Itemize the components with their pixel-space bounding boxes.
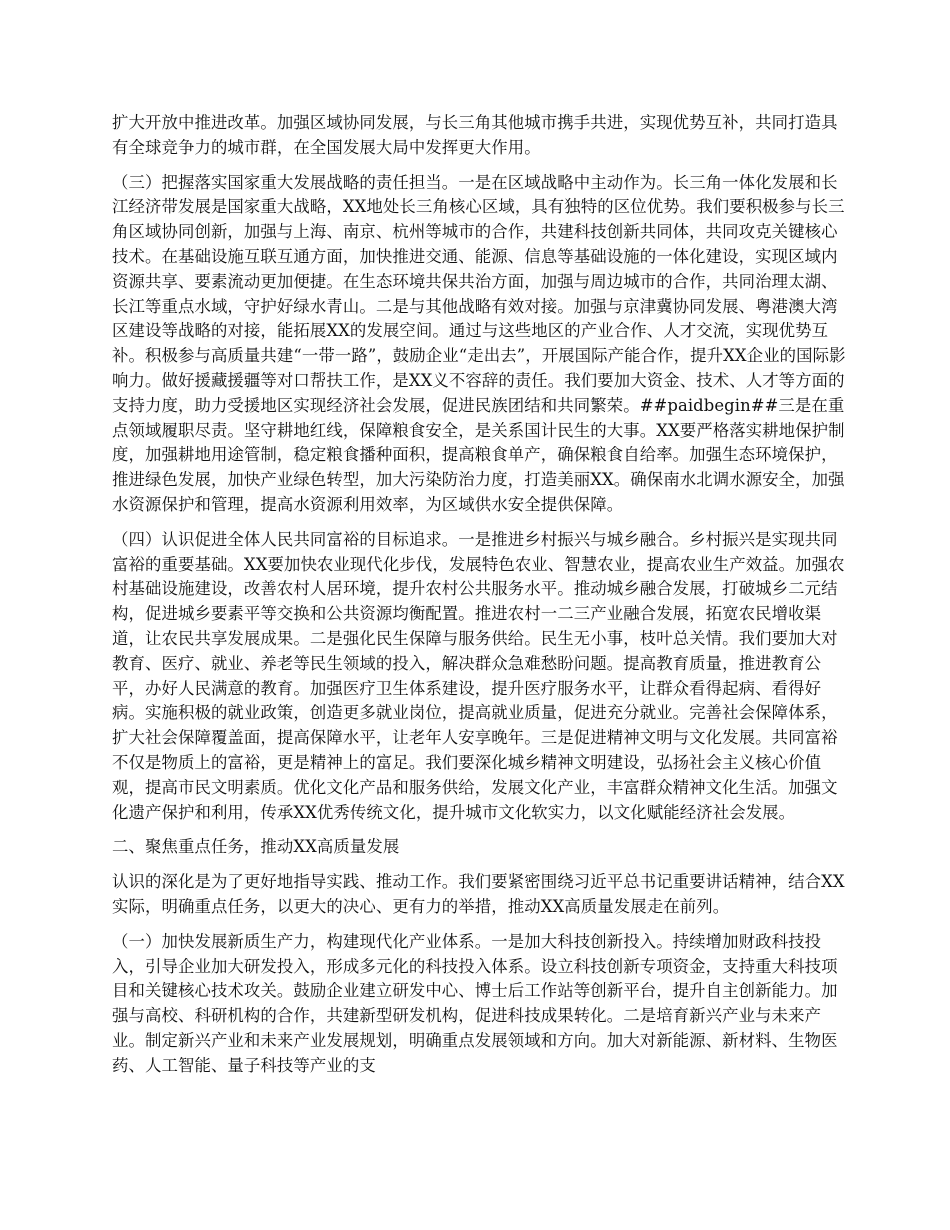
document-page	[112, 111, 852, 1088]
paragraph-section-three: （三）把握落实国家重大发展战略的责任担当。一是在区域战略中主动作为。长三角一体化发展和长江经济带发展是国家重大战略，XX地处长三角核心区域，具有独特的区位优势。我们要积极参与长三角区域协同创新，加强与上海、南京、杭州等城市的合作，共建科技创新共同体，共同攻克关键核心技术。在基础设施互联互通方面，加快推进交通、能源、信息等基础设施的一体化建设，实现区域内资源共享、要素流动更加便捷。在生态环境共保共治方面，加强与周边城市的合作，共同治理太湖、长江等重点水域，守护好绿水青山。二是与其他战略有效对接。加强与京津冀协同发展、粤港澳大湾区建设等战略的对接，能拓展XX的发展空间。通过与这些地区的产业合作、人才交流，实现优势互补。积极参与高质量共建“一带一路”，鼓励企业“走出去”，开展国际产能合作，提升XX企业的国际影响力。做好援藏援疆等对口帮扶工作，是XX义不容辞的责任。我们要加大资金、技术、人才等方面的支持力度，助力受援地区实现经济社会发展，促进民族团结和共同繁荣。##paidbegin##三是在重点领域履职尽责。坚守耕地红线，保障粮食安全，是关系国计民生的大事。XX要严格落实耕地保护制度，加强耕地用途管制，稳定粮食播种面积，提高粮食单产，确保粮食自给率。加强生态环境保护，推进绿色发展，加快产业绿色转型，加大污染防治力度，打造美丽XX。确保南水北调水源安全，加强水资源保护和管理，提高水资源利用效率，为区域供水安全提供保障。	[112, 172, 846, 514]
section-heading-two: 二、聚焦重点任务，推动XX高质量发展	[112, 837, 400, 857]
paragraph-item-one: （一）加快发展新质生产力，构建现代化产业体系。一是加大科技创新投入。持续增加财政科技投入，引导企业加大研发投入，形成多元化的科技投入体系。设立科技创新专项资金，支持重大科技项目和关键核心技术攻关。鼓励企业建立研发中心、博士后工作站等创新平台，提升自主创新能力。加强与高校、科研机构的合作，共建新型研发机构，促进科技成果转化。二是培育新兴产业与未来产业。制定新兴产业和未来产业发展规划，明确重点发展领域和方向。加大对新能源、新材料、生物医药、人工智能、量子科技等产业的支	[112, 931, 838, 1075]
paragraph-section-four: （四）认识促进全体人民共同富裕的目标追求。一是推进乡村振兴与城乡融合。乡村振兴是实现共同富裕的重要基础。XX要加快农业现代化步伐，发展特色农业、智慧农业，提高农业生产效益。加强农村基础设施建设，改善农村人居环境，提升农村公共服务水平。推动城乡融合发展，打破城乡二元结构，促进城乡要素平等交换和公共资源均衡配置。推进农村一二三产业融合发展，拓宽农民增收渠道，让农民共享发展成果。二是强化民生保障与服务供给。民生无小事，枝叶总关情。我们要加大对教育、医疗、就业、养老等民生领域的投入，解决群众急难愁盼问题。提高教育质量，推进教育公平，办好人民满意的教育。加强医疗卫生体系建设，提升医疗服务水平，让群众看得起病、看得好病。实施积极的就业政策，创造更多就业岗位，提高就业质量，促进充分就业。完善社会保障体系，扩大社会保障覆盖面，提高保障水平，让老年人安享晚年。三是促进精神文明与文化发展。共同富裕不仅是物质上的富裕，更是精神上的富足。我们要深化城乡精神文明建设，弘扬社会主义核心价值观，提高市民文明素质。优化文化产品和服务供给，发展文化产业，丰富群众精神文化生活。加强文化遗产保护和利用，传承XX优秀传统文化，提升城市文化软实力，以文化赋能经济社会发展。	[112, 529, 845, 822]
paragraph-continuation: 扩大开放中推进改革。加强区域协同发展，与长三角其他城市携手共进，实现优势互补，共同打造具有全球竞争力的城市群，在全国发展大局中发挥更大作用。	[112, 113, 838, 157]
paragraph-intro: 认识的深化是为了更好地指导实践、推动工作。我们要紧密围绕习近平总书记重要讲话精神，结合XX实际，明确重点任务，以更大的决心、更有力的举措，推动XX高质量发展走在前列。	[112, 872, 845, 916]
